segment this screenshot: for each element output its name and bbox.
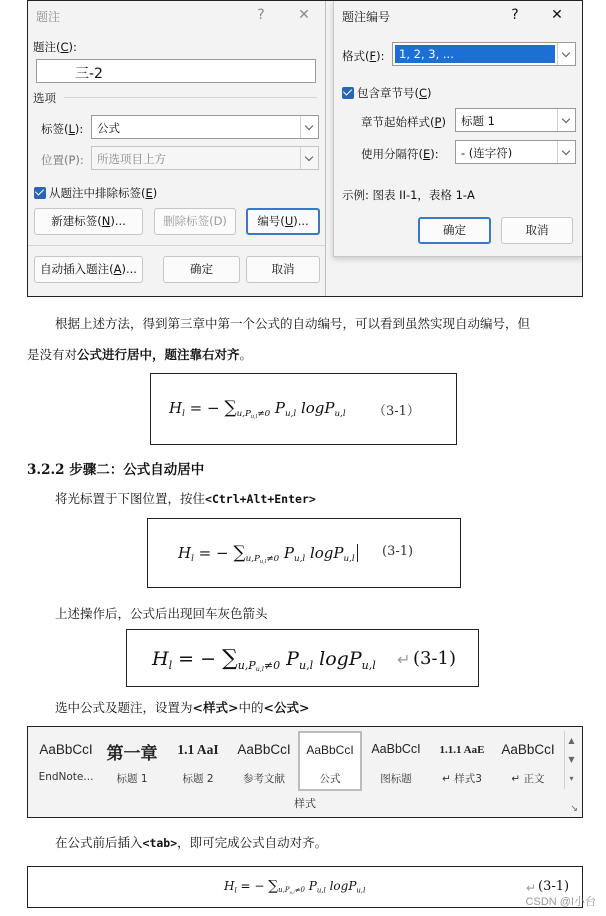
style-item-references[interactable]: AaBbCcI 参考文献	[237, 742, 291, 785]
position-label: 位置(P):	[41, 153, 84, 167]
options-divider	[64, 97, 317, 98]
formula-box-2	[147, 518, 461, 588]
separator-label: 使用分隔符(E):	[361, 147, 439, 161]
label-label: 标签(L):	[41, 122, 84, 136]
ok-button[interactable]: 确定	[163, 256, 240, 283]
separator-select[interactable]	[455, 140, 576, 164]
watermark: CSDN @I小台	[525, 896, 596, 908]
caption-numbering-dialog	[333, 1, 583, 257]
style-item-formula[interactable]: AaBbCcI 公式	[298, 731, 362, 791]
style-item-heading-2[interactable]: 1.1 AaI 标题 2	[177, 742, 219, 785]
section-heading: 3.2.2 步骤二：公式自动居中	[27, 462, 205, 478]
caption-dialog	[28, 1, 326, 297]
text-cursor	[357, 544, 358, 562]
exclude-label-text: 从题注中排除标签(E)	[49, 186, 158, 200]
paragraph-1-line-1: 根据上述方法，得到第三章中第一个公式的自动编号，可以看到虽然实现自动编号，但	[55, 316, 531, 331]
equation-number-1: （3-1）	[373, 404, 420, 419]
dialog-launcher-icon[interactable]: ↘	[570, 804, 578, 814]
caption-dialog-title: 题注	[36, 10, 61, 24]
chapter-style-select-value: 标题 1	[461, 114, 495, 128]
formula-4: $H_l$ = − $\sum_{u,P_{u,l}\ne 0}$ $P_{u,l}$ logP$_{u,l}$	[224, 878, 366, 895]
select-style-paragraph: 选中公式及题注，设置为<样式>中的<公式>	[55, 700, 310, 715]
close-icon[interactable]: ✕	[298, 7, 310, 23]
style-item-figure-title[interactable]: AaBbCcI 图标题	[371, 742, 421, 785]
example-text: 示例: 图表 II-1，表格 1-A	[342, 188, 475, 202]
help-button[interactable]: ?	[257, 7, 265, 23]
formula-box-1	[150, 373, 457, 445]
dialog-screenshot	[27, 0, 583, 297]
after-operation-paragraph: 上述操作后，公式后出现回车灰色箭头	[55, 606, 268, 621]
style-item-heading-1[interactable]: 第一章 标题 1	[106, 744, 158, 785]
caption-dialog-titlebar	[28, 1, 325, 29]
label-select-value: 公式	[97, 121, 120, 135]
format-select-value: 1, 2, 3, ...	[395, 45, 555, 63]
formula-box-4	[27, 866, 583, 908]
chevron-down-icon[interactable]	[557, 43, 575, 65]
cancel-button[interactable]: 取消	[246, 256, 320, 283]
numbering-dialog-title: 题注编号	[342, 10, 391, 24]
numbering-button[interactable]: 编号(U)...	[246, 208, 320, 235]
style-item-style-3[interactable]: 1.1.1 AaE ↵ 样式3	[439, 744, 485, 785]
style-item-body[interactable]: AaBbCcI ↵ 正文	[501, 742, 555, 785]
include-chapter-label: 包含章节号(C)	[357, 86, 432, 100]
format-select[interactable]	[392, 42, 576, 66]
style-item-endnote[interactable]: AaBbCcI EndNote...	[38, 742, 94, 783]
equation-number-4: (3-1)	[538, 879, 570, 894]
separator-select-value: - (连字符)	[461, 146, 513, 160]
format-label: 格式(F):	[342, 49, 385, 63]
chevron-down-icon[interactable]	[300, 116, 318, 138]
chapter-style-select[interactable]	[455, 108, 576, 132]
scroll-up-icon[interactable]: ▲	[568, 736, 575, 745]
exclude-label-checkbox[interactable]	[34, 187, 46, 199]
return-arrow-icon: ↵	[397, 650, 411, 669]
formula-2: $H_l$ = − $\sum_{u,P_{u,l}\ne 0}$ $P_{u,l}$ logP$_{u,l}$	[178, 543, 360, 565]
caption-label: 题注(C):	[33, 40, 77, 54]
tab-paragraph: 在公式前后插入<tab>，即可完成公式自动对齐。	[55, 835, 328, 850]
numbering-dialog-titlebar	[334, 1, 583, 29]
equation-number-3: (3-1)	[413, 648, 457, 669]
caption-input[interactable]: 三-2	[36, 59, 316, 83]
styles-gallery	[27, 726, 583, 818]
position-select[interactable]	[91, 146, 319, 170]
button-divider	[28, 245, 325, 246]
label-select[interactable]	[91, 115, 319, 139]
close-icon[interactable]: ✕	[551, 7, 563, 23]
options-header: 选项	[33, 91, 56, 105]
gallery-expand-icon[interactable]: ▾	[569, 774, 574, 783]
numbering-cancel-button[interactable]: 取消	[501, 217, 573, 244]
new-label-button[interactable]: 新建标签(N)...	[34, 208, 143, 235]
chapter-style-label: 章节起始样式(P)	[361, 115, 446, 129]
chevron-down-icon[interactable]	[557, 141, 575, 163]
styles-group-label: 样式	[294, 797, 316, 810]
chevron-down-icon[interactable]	[557, 109, 575, 131]
chevron-down-icon[interactable]	[300, 147, 318, 169]
scroll-down-icon[interactable]: ▼	[568, 755, 575, 764]
auto-caption-button[interactable]: 自动插入题注(A)...	[34, 256, 143, 283]
help-button[interactable]: ?	[511, 7, 519, 23]
include-chapter-checkbox[interactable]	[342, 87, 354, 99]
equation-number-2: (3-1)	[382, 544, 414, 559]
formula-1: $H_l$ = − $\sum_{u,P_{u,l}\ne 0}$ $P_{u,l}$ logP$_{u,l}$	[169, 398, 346, 420]
delete-label-button[interactable]: 删除标签(D)	[154, 208, 236, 235]
formula-3: $H_l$ = − $\sum_{u,P_{u,l}\ne 0}$ $P_{u,l}$ logP$_{u,l}$	[152, 646, 376, 674]
paragraph-1-line-2: 是没有对公式进行居中，题注靠右对齐。	[27, 347, 253, 362]
return-arrow-icon: ↵	[526, 881, 537, 895]
formula-box-3	[126, 629, 479, 687]
step-paragraph: 将光标置于下图位置，按住<Ctrl+Alt+Enter>	[55, 491, 316, 506]
gallery-scrollbar[interactable]	[564, 731, 578, 789]
numbering-ok-button[interactable]: 确定	[418, 217, 491, 244]
position-select-value: 所选项目上方	[97, 152, 166, 166]
